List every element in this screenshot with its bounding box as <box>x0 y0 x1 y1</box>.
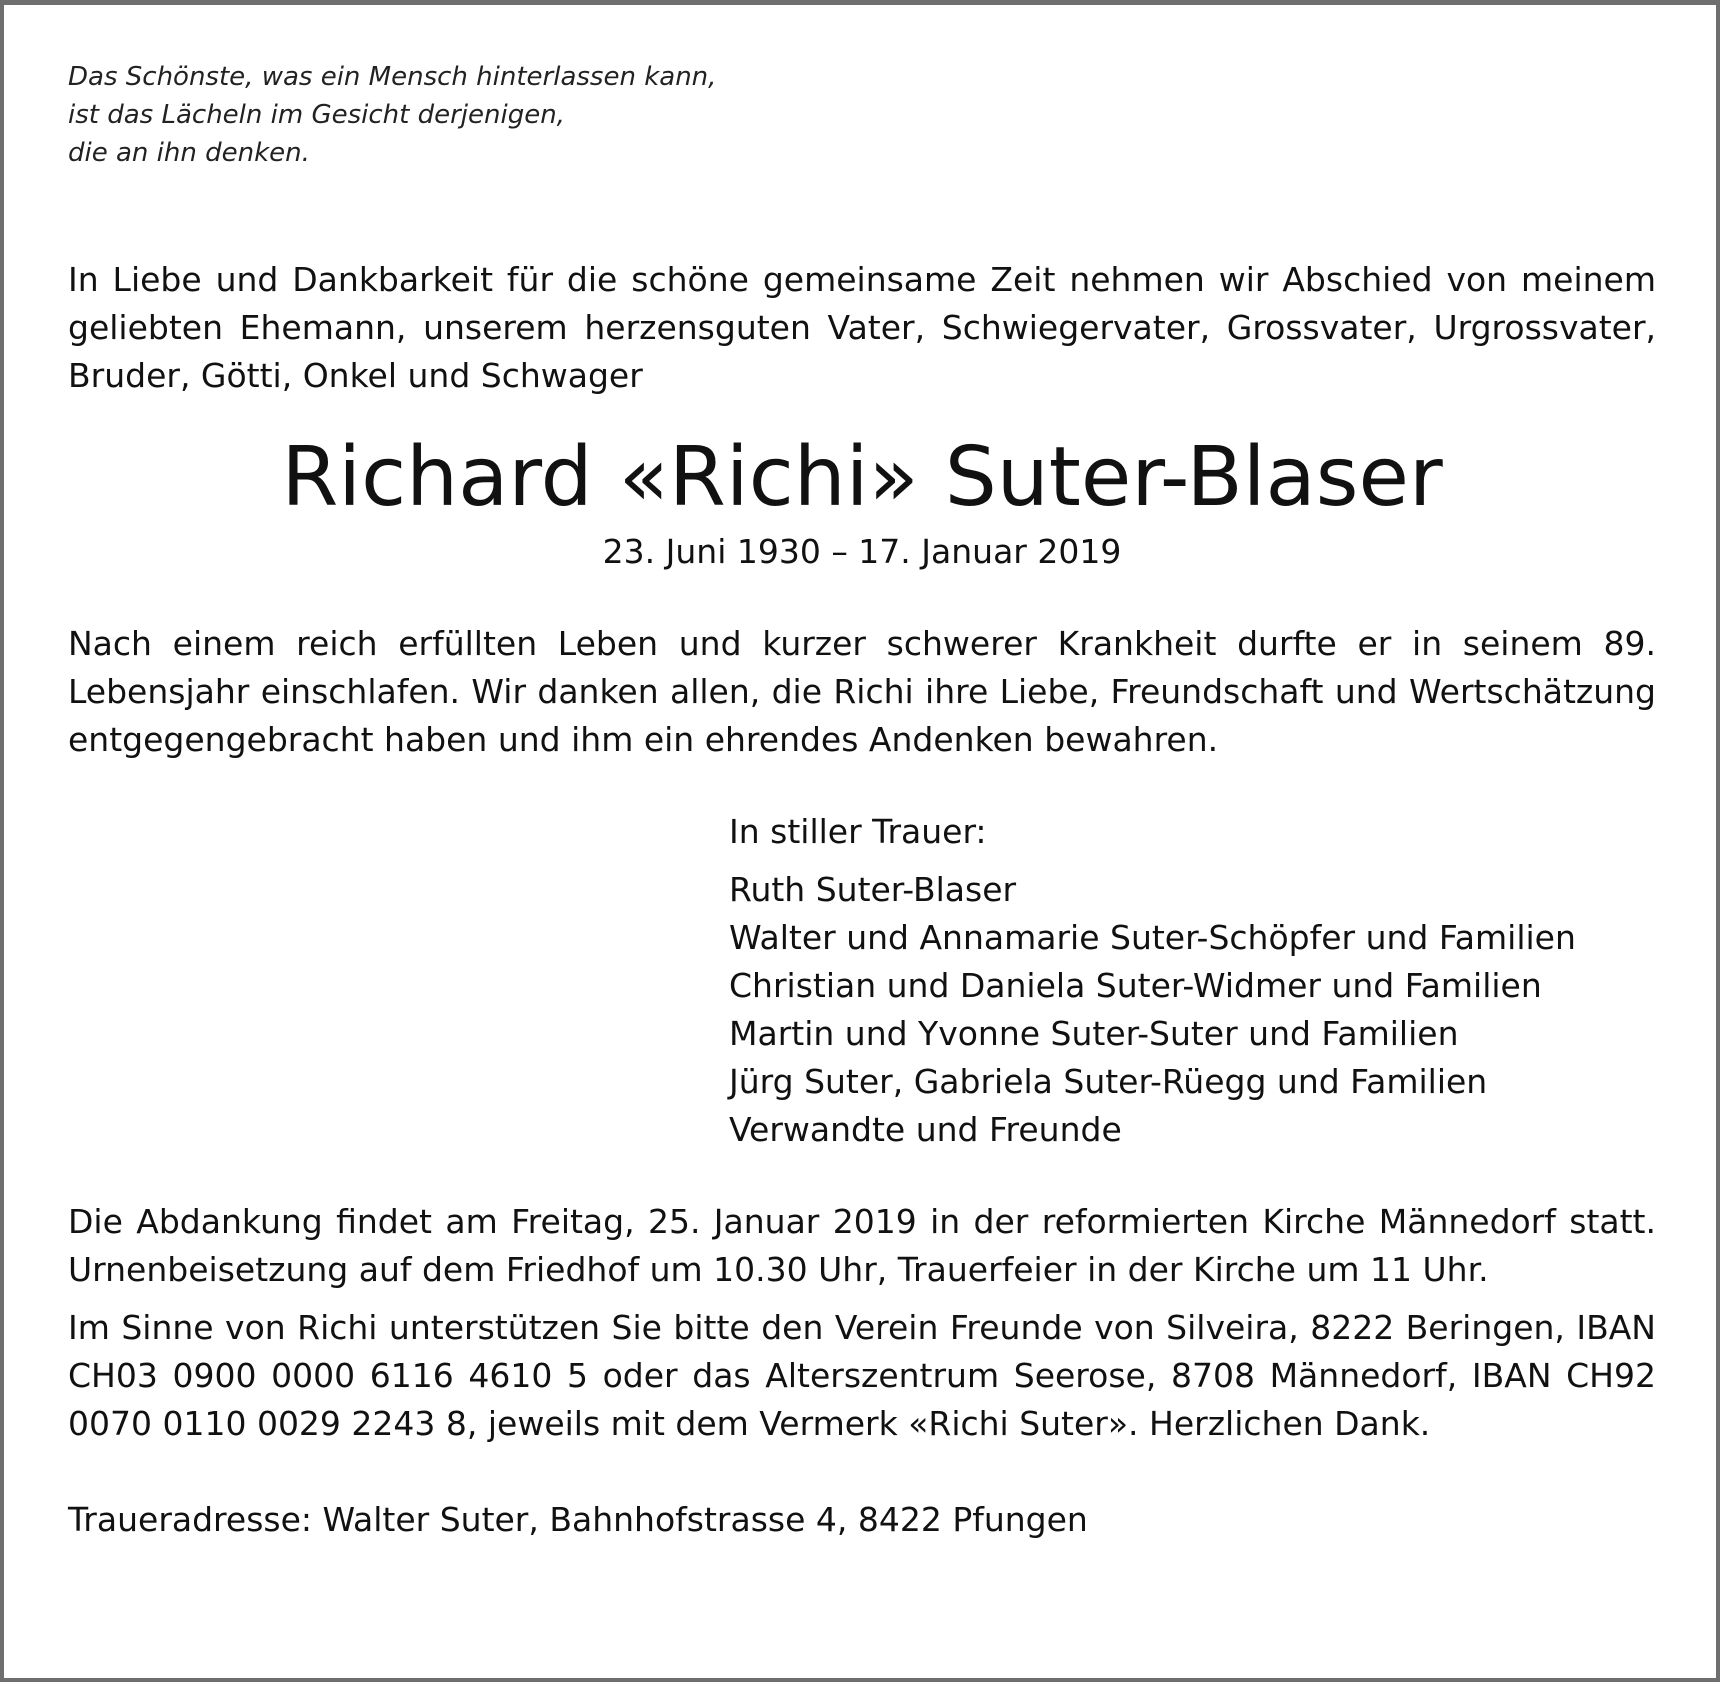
mourner-name: Jürg Suter, Gabriela Suter-Rüegg und Familien <box>729 1062 1488 1101</box>
mourner-name: Verwandte und Freunde <box>729 1110 1122 1149</box>
motto-line: ist das Lächeln im Gesicht derjenigen, <box>68 100 565 130</box>
mourning-address: Traueradresse: Walter Suter, Bahnhofstrasse 4, 8422 Pfungen <box>68 1500 1088 1539</box>
farewell-paragraph: Nach einem reich erfüllten Leben und kurzer schwerer Krankheit durfte er in seinem 89. Lebensjahr einschlafen. Wir danken allen, die Richi ihre Liebe, Freundschaft und Wertschätzung entgegengebracht haben und ihm ein ehrendes Andenken bewahren. <box>68 624 1656 759</box>
life-dates: 23. Juni 1930 – 17. Januar 2019 <box>602 532 1122 571</box>
service-info: Die Abdankung findet am Freitag, 25. Januar 2019 in der reformierten Kirche Männedorf statt. Urnenbeisetzung auf dem Friedhof um 10.30 Uhr, Trauerfeier in der Kirche um 11 Uhr. <box>68 1202 1656 1289</box>
deceased-name: Richard «Richi» Suter-Blaser <box>281 430 1443 525</box>
donation-info: Im Sinne von Richi unterstützen Sie bitte den Verein Freunde von Silveira, 8222 Beringen, IBAN CH03 0900 0000 6116 4610 5 oder das Alterszentrum Seerose, 8708 Männedorf, IBAN CH92 0070 0110 0029 2243 8, jeweils mit dem Vermerk «Richi Suter». Herzlichen Dank. <box>68 1308 1656 1443</box>
mourners-heading: In stiller Trauer: <box>729 812 987 851</box>
intro-paragraph: In Liebe und Dankbarkeit für die schöne gemeinsame Zeit nehmen wir Abschied von meinem geliebten Ehemann, unserem herzensguten Vater, Schwiegervater, Grossvater, Urgrossvater, Bruder, Götti, Onkel und Schwager <box>68 260 1656 395</box>
motto-line: die an ihn denken. <box>68 138 310 168</box>
mourner-name: Christian und Daniela Suter-Widmer und Familien <box>729 966 1542 1005</box>
mourners-list <box>729 808 1656 1154</box>
mourner-name: Walter und Annamarie Suter-Schöpfer und Familien <box>729 918 1576 957</box>
mourner-name: Martin und Yvonne Suter-Suter und Familien <box>729 1014 1459 1053</box>
mourner-name: Ruth Suter-Blaser <box>729 870 1017 909</box>
motto-line: Das Schönste, was ein Mensch hinterlassen kann, <box>68 62 717 92</box>
obituary-notice <box>68 58 1656 1544</box>
motto-quote <box>68 58 1656 172</box>
